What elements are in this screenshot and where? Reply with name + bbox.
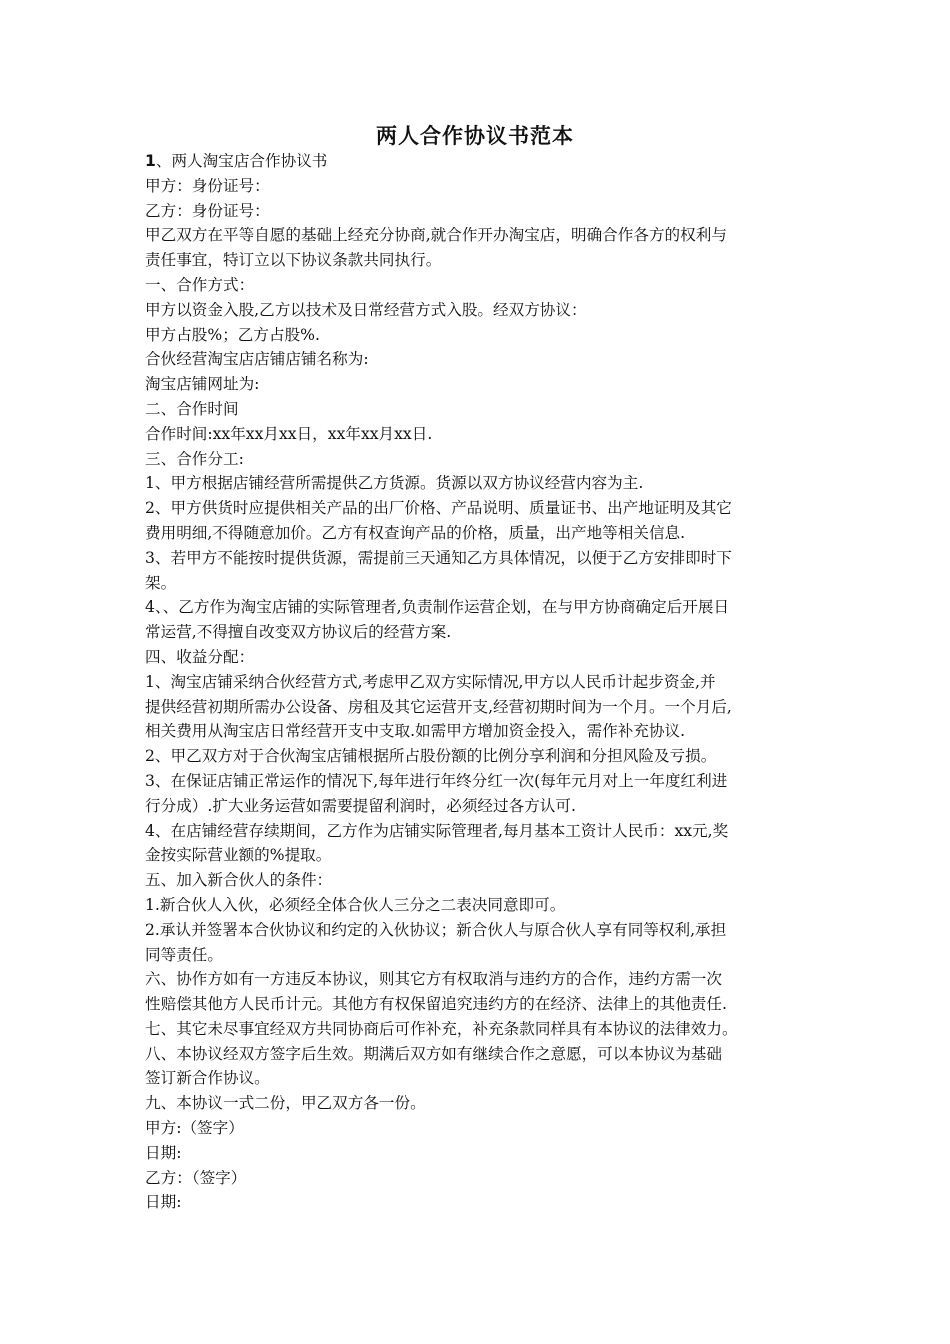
heading-number: 1: [145, 152, 156, 170]
text-line: 甲方占股%；乙方占股%.: [145, 325, 320, 344]
text-line: 3、若甲方不能按时提供货源，需提前三天通知乙方具体情况，以便于乙方安排即时下: [145, 548, 732, 567]
text-line: 甲乙双方在平等自愿的基础上经充分协商,就合作开办淘宝店，明确合作各方的权利与: [145, 226, 727, 245]
text-line: 乙方：身份证号：: [145, 201, 270, 220]
text-line: 2.承认并签署本合伙协议和约定的入伙协议；新合伙人与原合伙人享有同等权利,承担: [145, 920, 727, 939]
text-line: 一、合作方式：: [145, 275, 255, 294]
text-line: 性赔偿其他方人民币计元。其他方有权保留追究违约方的在经济、法律上的其他责任.: [145, 995, 727, 1014]
text-line: 1.新合伙人入伙，必须经全体合伙人三分之二表决同意即可。: [145, 895, 566, 914]
text-line: 甲方：身份证号：: [145, 176, 270, 195]
text-line: 行分成）.扩大业务运营如需要提留利润时，必须经过各方认可.: [145, 796, 576, 815]
text-line: 合作时间:xx年xx月xx日，xx年xx月xx日.: [145, 424, 433, 443]
text-line: 提供经营初期所需办公设备、房租及其它运营开支,经营初期时间为一个月。一个月后,: [145, 697, 732, 716]
document-body: [145, 149, 815, 1215]
heading-text: 、两人淘宝店合作协议书: [155, 152, 328, 170]
text-line: 4、在店铺经营存续期间，乙方作为店铺实际管理者,每月基本工资计人民币：xx元,奖: [145, 821, 729, 840]
text-line: 责任事宜，特订立以下协议条款共同执行。: [145, 251, 442, 270]
text-line: 甲方:（签字）: [145, 1119, 244, 1138]
text-line: 3、在保证店铺正常运作的情况下,每年进行年终分红一次(每年元月对上一年度红利进: [145, 771, 728, 790]
text-line: 日期:: [145, 1193, 182, 1212]
text-line: 架。: [145, 573, 177, 592]
text-line: 三、合作分工:: [145, 449, 244, 468]
text-line: 甲方以资金入股,乙方以技术及日常经营方式入股。经双方协议：: [145, 300, 587, 319]
text-line: 签订新合作协议。: [145, 1069, 270, 1088]
text-line: 2、甲乙双方对于合伙淘宝店铺根据所占股份额的比例分享利润和分担风险及亏损。: [145, 747, 717, 766]
text-line: 1、甲方根据店铺经营所需提供乙方货源。货源以双方协议经营内容为主.: [145, 474, 644, 493]
text-line: 同等责任。: [145, 945, 223, 964]
text-line: 乙方：（签字）: [145, 1168, 247, 1187]
text-line: 淘宝店铺网址为:: [145, 375, 260, 394]
document-title: 两人合作协议书范本: [376, 124, 574, 148]
text-line: 常运营,不得擅自改变双方协议后的经营方案.: [145, 623, 452, 642]
text-line: 九、本协议一式二份，甲乙双方各一份。: [145, 1094, 426, 1113]
text-line: 六、协作方如有一方违反本协议，则其它方有权取消与违约方的合作，违约方需一次: [145, 970, 722, 989]
text-line: 二、合作时间: [145, 399, 239, 418]
text-line: 八、本协议经双方签字后生效。期满后双方如有继续合作之意愿，可以本协议为基础: [145, 1044, 722, 1063]
text-line: 金按实际营业额的%提取。: [145, 846, 332, 865]
text-line: 五、加入新合伙人的条件：: [145, 871, 333, 890]
text-line: 费用明细,不得随意加价。乙方有权查询产品的价格，质量，出产地等相关信息.: [145, 523, 686, 542]
text-line: 日期:: [145, 1143, 182, 1162]
text-line: 相关费用从淘宝店日常经营开支中支取.如需甲方增加资金投入，需作补充协议.: [145, 722, 686, 741]
section-heading: [145, 149, 815, 174]
text-line: 2、甲方供货时应提供相关产品的出厂价格、产品说明、质量证书、出产地证明及其它: [145, 499, 732, 518]
text-line: 合伙经营淘宝店店铺店铺名称为:: [145, 350, 369, 369]
text-line: 七、其它未尽事宜经双方共同协商后可作补充，补充条款同样具有本协议的法律效力。: [145, 1019, 738, 1038]
text-line: 1、淘宝店铺采纳合伙经营方式,考虑甲乙双方实际情况,甲方以人民币计起步资金,并: [145, 672, 716, 691]
text-line: 4、、乙方作为淘宝店铺的实际管理者,负责制作运营企划，在与甲方协商确定后开展日: [145, 598, 730, 617]
text-line: 四、收益分配：: [145, 647, 255, 666]
